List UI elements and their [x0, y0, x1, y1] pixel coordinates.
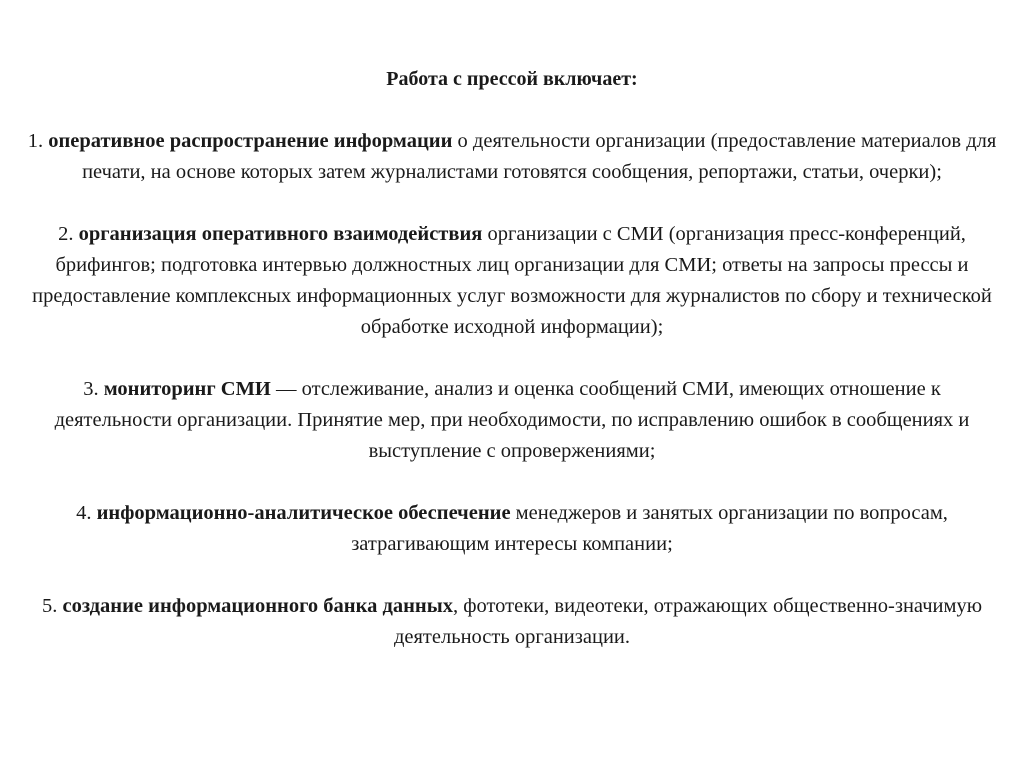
item-number: 2. [58, 223, 74, 245]
item-text: менеджеров и занятых организации по вопросам, затрагивающим интересы компании; [351, 502, 948, 555]
item-text: организации с СМИ (организация пресс-конференций, брифингов; подготовка интервью должностных лиц организации для СМИ; ответы на запросы прессы и предоставление комплексных информационных услуг возможности для журналистов по сбору и технической обработке исходной информации); [32, 223, 992, 338]
list-item-2 [24, 219, 1000, 343]
item-number: 4. [76, 502, 92, 524]
list-item-1 [24, 126, 1000, 188]
list-item-4 [24, 498, 1000, 560]
item-number: 3. [83, 378, 99, 400]
page-title: Работа с прессой включает: [386, 68, 638, 90]
item-bold-text: оперативное распространение информации [48, 130, 453, 152]
item-text: , фототеки, видеотеки, отражающих общественно-значимую деятельность организации. [393, 595, 983, 648]
list-item-5 [24, 591, 1000, 653]
item-text: — отслеживание, анализ и оценка сообщений СМИ, имеющих отношение к деятельности организации. Принятие мер, при необходимости, по исправлению ошибок в сообщениях и выступление с опровержениями; [54, 378, 970, 462]
item-text: о деятельности организации (предоставление материалов для печати, на основе которых затем журналистами готовятся сообщения, репортажи, статьи, очерки); [82, 130, 997, 183]
item-bold-text: информационно-аналитическое обеспечение [96, 502, 511, 524]
item-number: 1. [27, 130, 44, 152]
item-bold-text: организация оперативного взаимодействия [78, 223, 483, 245]
item-number: 5. [41, 595, 58, 617]
list-item-3 [24, 374, 1000, 467]
item-bold-text: мониторинг СМИ [103, 378, 271, 400]
item-bold-text: создание информационного банка данных [62, 595, 453, 617]
